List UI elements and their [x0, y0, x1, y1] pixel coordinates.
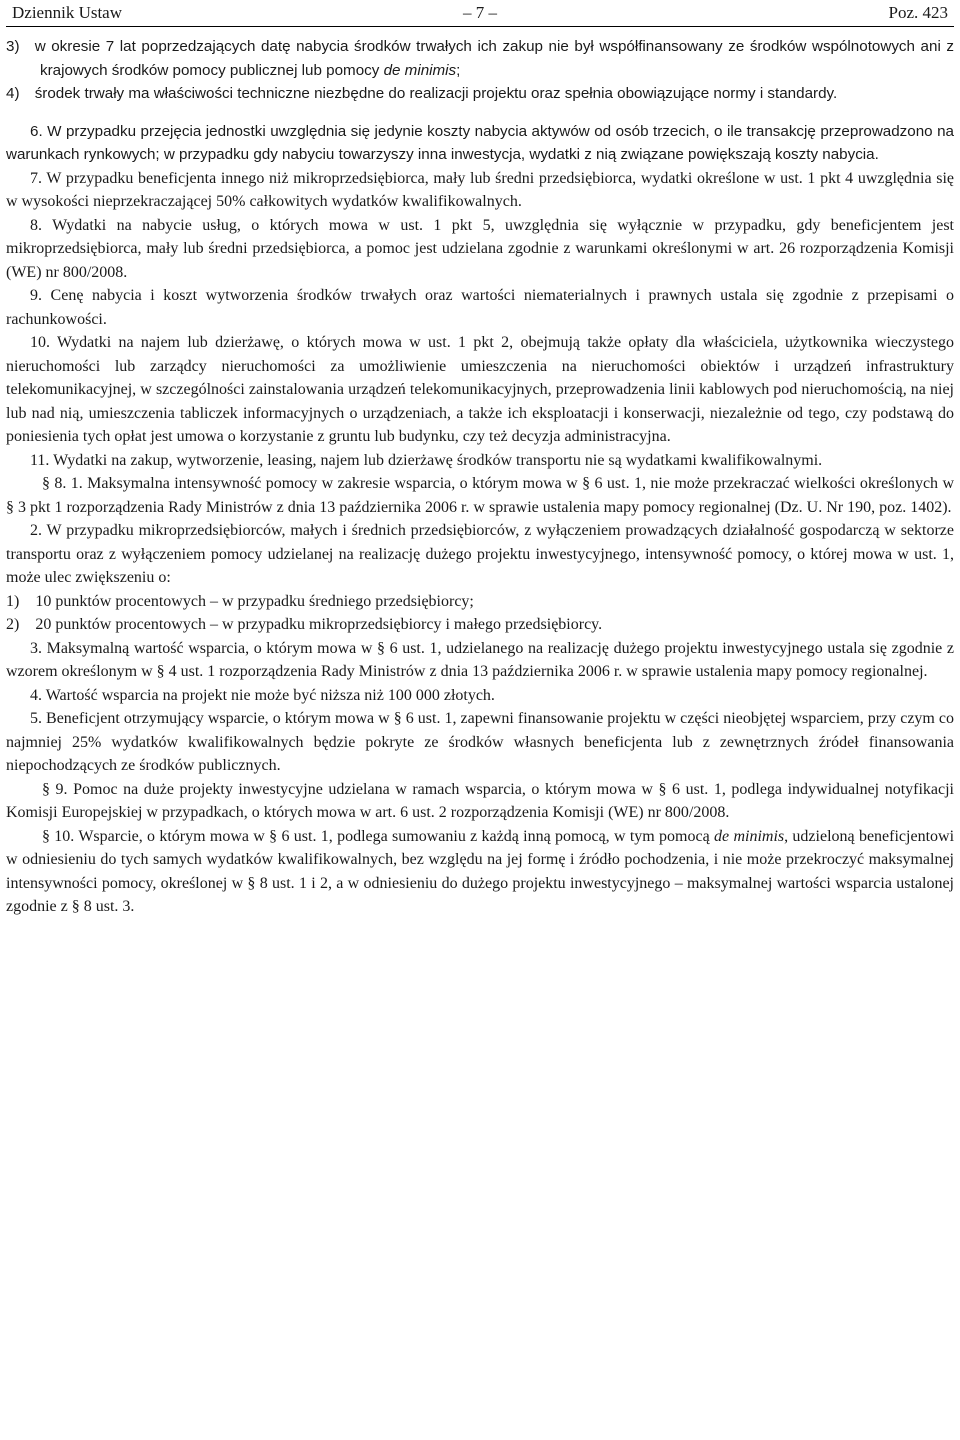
page-header: [6, 0, 954, 24]
paragraph-9: 9. Cenę nabycia i koszt wytworzenia środków trwałych oraz wartości niematerialnych i prawnych ustala się zgodnie z przepisami o rachunkowości.: [6, 287, 954, 328]
document-body: [6, 35, 954, 919]
paragraph-7: 7. W przypadku beneficjenta innego niż mikroprzedsiębiorca, mały lub średni przedsiębiorca, wydatki określone w ust. 1 pkt 4 uwzględnia się w wysokości nieprzekraczającej 50% całkowitych wydatków kwalifikowalnych.: [6, 169, 954, 210]
journal-title: Dziennik Ustaw: [12, 3, 123, 22]
item-4: 4) środek trwały ma właściwości techniczne niezbędne do realizacji projektu oraz spełnia obowiązujące normy i standardy.: [6, 85, 838, 102]
paragraph-8: 8. Wydatki na nabycie usług, o których mowa w ust. 1 pkt 5, uwzględnia się wyłącznie w przypadku, gdy beneficjentem jest mikroprzedsiębiorca, mały lub średni przedsiębiorca, a pomoc jest udzielana zgodnie z warunkami określonymi w art. 26 rozporządzenia Komisji (WE) nr 800/2008.: [6, 216, 954, 281]
section-10: § 10. Wsparcie, o którym mowa w § 6 ust. 1, podlega sumowaniu z każdą inną pomocą, w tym pomocą de minimis, udzieloną beneficjentowi w odniesieniu do tych samych wydatków kwalifikowalnych, bez względu na jej formę i źródło pochodzenia, i nie może przekroczyć maksymalnej intensywności pomocy, określonej w § 8 ust. 1 i 2, a w odniesieniu do dużego projektu inwestycyjnego – maksymalnej wartości wsparcia ustalonej zgodnie z § 8 ust. 3.: [6, 827, 955, 915]
paragraph-11: 11. Wydatki na zakup, wytworzenie, leasing, najem lub dzierżawę środków transportu nie są wydatkami kwalifikowalnymi.: [30, 451, 823, 469]
section-8-ust-1: § 8. 1. Maksymalna intensywność pomocy w zakresie wsparcia, o którym mowa w § 6 ust. 1, nie może przekraczać wielkości określonych w § 3 pkt 1 rozporządzenia Rady Ministrów z dnia 13 października 2006 r. w sprawie ustalenia mapy pomocy regionalnej (Dz. U. Nr 190, poz. 1402).: [6, 475, 954, 516]
header-rule: [6, 26, 954, 27]
section-8-ust-3: 3. Maksymalną wartość wsparcia, o którym mowa w § 6 ust. 1, udzielanego na realizację dużego projektu inwestycyjnego ustala się zgodnie z wzorem określonym w § 4 ust. 1 rozporządzenia Rady Ministrów z dnia 13 października 2006 r. w sprawie ustalenia mapy pomocy regionalnej.: [6, 639, 954, 680]
section-8-ust-2-pkt-1: 1) 10 punktów procentowych – w przypadku średniego przedsiębiorcy;: [6, 592, 474, 610]
item-3: 3) w okresie 7 lat poprzedzających datę nabycia środków trwałych ich zakup nie był współfinansowany ze środków wspólnotowych ani z krajowych środków pomocy publicznej lub pomocy de minimis;: [6, 38, 954, 79]
section-8-ust-2-pkt-2: 2) 20 punktów procentowych – w przypadku mikroprzedsiębiorcy i małego przedsiębiorcy.: [6, 616, 603, 633]
section-8-ust-5: 5. Beneficjent otrzymujący wsparcie, o którym mowa w § 6 ust. 1, zapewni finansowanie projektu w części nieobjętej wsparciem, przy czym co najmniej 25% wydatków kwalifikowalnych będzie pokryte ze środków własnych beneficjenta lub z zewnętrznych źródeł finansowania niepochodzących ze środków publicznych.: [6, 710, 954, 774]
position-number: Poz. 423: [888, 3, 948, 22]
page-number: – 7 –: [463, 3, 497, 22]
paragraph-6: 6. W przypadku przejęcia jednostki uwzględnia się jedynie koszty nabycia aktywów od osób trzecich, o ile transakcję przeprowadzono na warunkach rynkowych; w przypadku gdy nabyciu towarzyszy inna inwestycja, wydatki z nią związane powiększają koszty nabycia.: [6, 122, 954, 163]
section-8-ust-4: 4. Wartość wsparcia na projekt nie może być niższa niż 100 000 złotych.: [30, 686, 495, 704]
section-9: § 9. Pomoc na duże projekty inwestycyjne udzielana w ramach wsparcia, o którym mowa w § 6 ust. 1, podlega indywidualnej notyfikacji Komisji Europejskiej w przypadkach, o których mowa w art. 6 ust. 2 rozporządzenia Komisji (WE) nr 800/2008.: [6, 780, 954, 821]
section-8-ust-2: 2. W przypadku mikroprzedsiębiorców, małych i średnich przedsiębiorców, z wyłączeniem prowadzących działalność gospodarczą w sektorze transportu oraz z wyłączeniem pomocy udzielanej na realizację dużego projektu inwestycyjnego, intensywność pomocy, o której mowa w ust. 1, może ulec zwiększeniu o:: [6, 522, 954, 586]
paragraph-10: 10. Wydatki na najem lub dzierżawę, o których mowa w ust. 1 pkt 2, obejmują także opłaty dla właściciela, użytkownika wieczystego nieruchomości lub zarządcy nieruchomości za umożliwienie umieszczenia na nieruchomości obiektów i urządzeń infrastruktury telekomunikacyjnej, w szczególności zainstalowania urządzeń telekomunikacyjnych, przeprowadzenia linii kablowych pod nieruchomością, na niej lub nad nią, umieszczenia tabliczek informacyjnych o urządzeniach, a także ich eksploatacji i konserwacji, niezależnie od tego, czy podstawą do poniesienia tych opłat jest umowa o korzystanie z gruntu lub budynku, czy też decyzja administracyjna.: [6, 334, 954, 445]
